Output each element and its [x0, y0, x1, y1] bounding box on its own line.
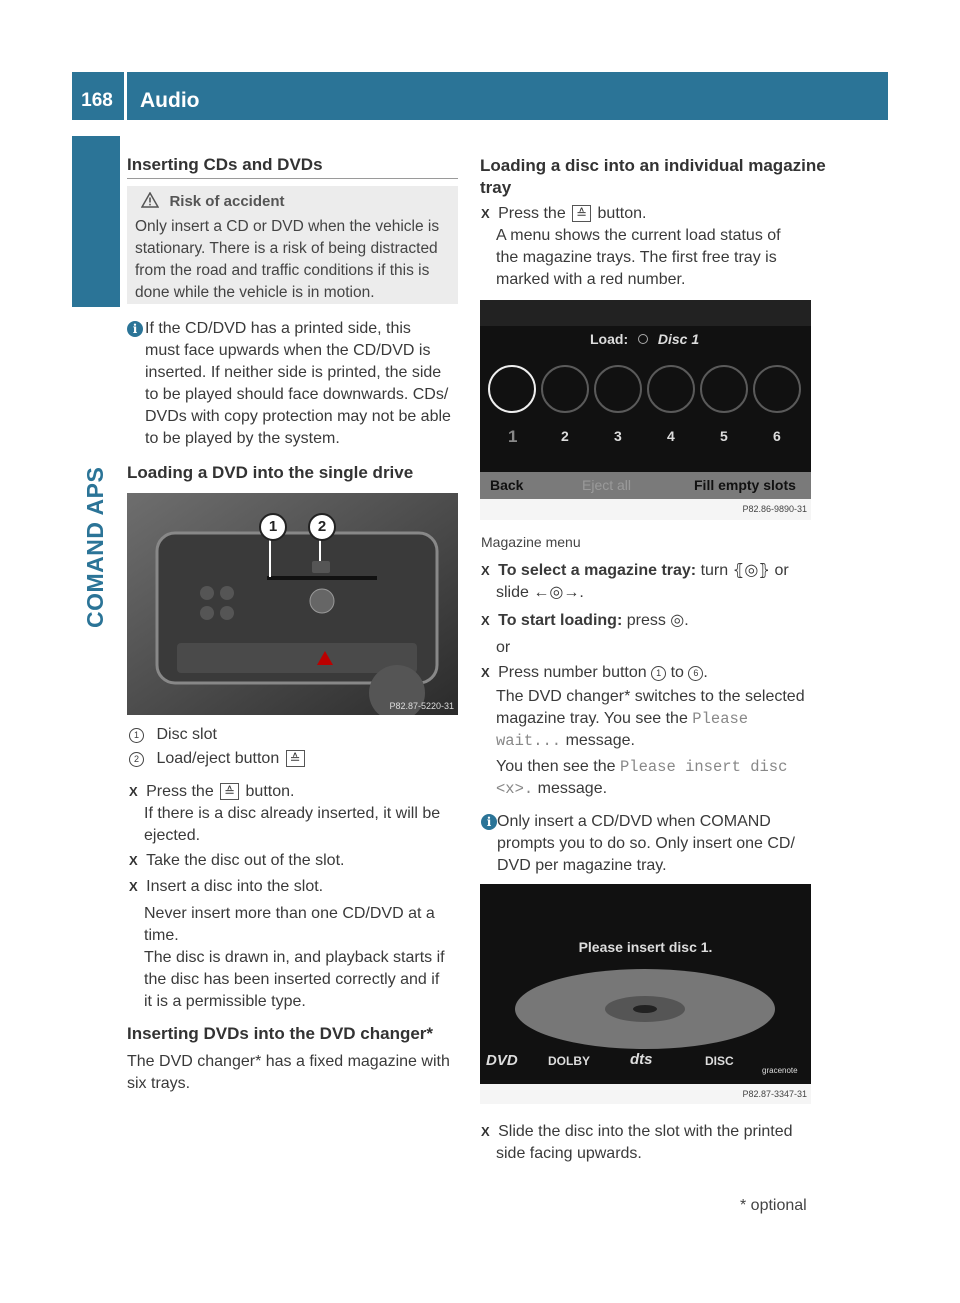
note-line: If the CD/DVD has a printed side, this [145, 320, 411, 337]
footer-optional: * optional [740, 1197, 807, 1214]
step-detail: message. [537, 780, 608, 797]
step-take-out [129, 850, 344, 872]
info-icon: i [127, 320, 143, 338]
header-divider [124, 72, 127, 120]
step-detail: it is a permissible type. [144, 993, 306, 1010]
step-text: Press number button [498, 664, 647, 681]
warning-box [127, 186, 458, 304]
tray-number: 5 [720, 428, 728, 444]
dvd-logo: DVD [486, 1052, 518, 1069]
insert-disc-message: Please insert disc 1. [578, 939, 713, 955]
menu-bottom-bar [480, 472, 811, 499]
insert-disc-screen [480, 884, 811, 1104]
photo-code: P82.86-9890-31 [742, 504, 807, 514]
load-label: Load: [590, 331, 629, 347]
changer-text [127, 1051, 462, 1095]
gracenote-logo: gracenote [762, 1066, 798, 1075]
step-bold: To start loading: [498, 612, 623, 629]
section-title-inserting: Inserting CDs and DVDs [127, 155, 323, 174]
warning-text [135, 216, 439, 304]
step-text: press ◎. [626, 612, 689, 629]
step-bold: To select a magazine tray: [498, 562, 697, 579]
page-number: 168 [81, 90, 113, 111]
menu-caption: Magazine menu [481, 534, 581, 550]
disc-label: Disc 1 [657, 331, 700, 347]
step-press-eject [129, 781, 464, 847]
number-button-icon: 6 [688, 666, 703, 681]
step-arrow-icon: X [481, 665, 490, 680]
menu-code-strip [480, 499, 811, 520]
menu-top-bar [480, 300, 811, 326]
note-line: DVD per magazine tray. [497, 857, 667, 874]
side-tab [72, 308, 120, 628]
step-arrow-icon: X [129, 784, 138, 799]
step-start-loading [481, 610, 689, 632]
step-detail: ejected. [144, 827, 201, 844]
step-arrow-icon: X [481, 613, 490, 628]
step-text: Press the [146, 783, 214, 800]
legend-disc-slot [129, 724, 217, 746]
warning-line: from the road and traffic conditions if this is [135, 262, 430, 279]
step-arrow-icon: X [129, 879, 138, 894]
tray-circle-6[interactable] [753, 365, 801, 413]
step-detail: message. [565, 732, 635, 749]
callout-1: 1 [259, 513, 287, 541]
step-slide-disc [481, 1121, 821, 1165]
step-arrow-icon: X [129, 853, 138, 868]
step-detail: time. [144, 927, 179, 944]
paragraph-line: six trays. [127, 1075, 191, 1092]
eject-all-button[interactable]: Eject all [582, 477, 632, 493]
disc-logo: DISC [705, 1054, 734, 1068]
step-text: Take the disc out of the slot. [146, 852, 345, 869]
disc-icon [638, 334, 648, 344]
step-select-tray [481, 560, 816, 604]
warning-line: done while the vehicle is in motion. [135, 284, 375, 301]
legend-eject-button [129, 748, 307, 770]
dashboard-illustration [127, 493, 458, 715]
dvd-drive-photo [127, 493, 458, 715]
tray-circle-2[interactable] [541, 365, 589, 413]
side-tab-block [72, 136, 120, 307]
tray-number: 3 [614, 428, 622, 444]
warning-line: Only insert a CD or DVD when the vehicle is [135, 218, 440, 235]
step-text: Slide the disc into the slot with the printed [498, 1123, 793, 1140]
eject-icon: ≙ [220, 783, 239, 800]
step-detail: the magazine trays. The first free tray is [496, 249, 777, 266]
mono-text: <x>. [496, 780, 534, 798]
info-icon: i [481, 813, 497, 831]
step-text: Press the [498, 205, 566, 222]
step-detail: If there is a disc already inserted, it will be [144, 805, 441, 822]
photo-code: P82.87-5220-31 [389, 701, 454, 711]
step-detail: You then see the [496, 758, 616, 775]
menu-load-row [590, 331, 699, 347]
warning-line: stationary. There is a risk of being distracted [135, 240, 438, 257]
eject-icon: ≙ [286, 750, 305, 767]
fill-empty-slots-button[interactable]: Fill empty slots [694, 477, 796, 493]
step-press-eject-right [481, 203, 816, 291]
back-button[interactable]: Back [490, 477, 524, 493]
step-text: slide ←◎→. [496, 584, 584, 601]
dts-logo: dts [630, 1051, 653, 1068]
note-only-insert [497, 811, 817, 877]
warning-header [141, 192, 285, 213]
section-title-single-drive: Loading a DVD into the single drive [127, 463, 414, 482]
step-arrow-icon: X [481, 563, 490, 578]
warning-triangle-icon [141, 192, 159, 213]
callout-2: 2 [308, 513, 336, 541]
step-detail: marked with a red number. [496, 271, 686, 288]
tray-number: 1 [508, 427, 518, 446]
step-detail: magazine tray. You see the [496, 710, 688, 727]
note-printed-side [145, 318, 463, 450]
step-detail: Never insert more than one CD/DVD at a [144, 905, 435, 922]
step-detail: A menu shows the current load status of [496, 227, 781, 244]
legend-number: 1 [129, 728, 144, 743]
mono-text: Please [692, 710, 749, 728]
eject-icon: ≙ [572, 205, 591, 222]
magazine-menu-screen [480, 300, 811, 520]
mono-text: Please insert disc [619, 758, 788, 776]
photo-code: P82.87-3347-31 [742, 1089, 807, 1099]
section-title-changer: Inserting DVDs into the DVD changer* [127, 1024, 434, 1043]
note-line: to be played by the system. [145, 430, 340, 447]
paragraph-line: The DVD changer* has a fixed magazine with [127, 1053, 450, 1070]
mono-text: wait... [496, 732, 562, 750]
step-arrow-icon: X [481, 206, 490, 221]
dolby-logo: DOLBY [548, 1054, 590, 1068]
step-detail: the disc has been inserted correctly and if [144, 971, 440, 988]
tray-number: 4 [667, 428, 675, 444]
note-line: Only insert a CD/DVD when COMAND [497, 813, 771, 830]
tray-circle-3[interactable] [594, 365, 642, 413]
step-arrow-icon: X [481, 1124, 490, 1139]
tray-number: 6 [773, 428, 781, 444]
step-text: Insert a disc into the slot. [146, 878, 324, 895]
tray-circle-4[interactable] [647, 365, 695, 413]
side-tab-label: COMAND APS [82, 466, 108, 628]
number-button-icon: 1 [651, 666, 666, 681]
step-detail: The disc is drawn in, and playback starts if [144, 949, 445, 966]
legend-text: Load/eject button [156, 750, 280, 767]
tray-circle-1[interactable] [488, 365, 536, 413]
note-line: inserted. If neither side is printed, the side [145, 364, 442, 381]
section-rule [127, 178, 458, 179]
or-text: or [496, 639, 511, 656]
title-line: tray [480, 178, 512, 197]
section-title-magazine [480, 155, 826, 199]
step-text: to [670, 664, 684, 681]
step-detail: The DVD changer* switches to the selected [496, 688, 805, 705]
step-text: turn ⦃◎⦄ or [700, 562, 789, 579]
tray-circle-5[interactable] [700, 365, 748, 413]
note-line: DVDs with copy protection may not be able [145, 408, 451, 425]
legend-text: Disc slot [156, 726, 217, 743]
step-text: side facing upwards. [496, 1145, 642, 1162]
step-text: button. [245, 783, 295, 800]
tray-number: 2 [561, 428, 569, 444]
note-line: must face upwards when the CD/DVD is [145, 342, 431, 359]
note-line: to be played should face downwards. CDs/ [145, 386, 449, 403]
screen-code-strip [480, 1084, 811, 1104]
note-line: prompts you to do so. Only insert one CD/ [497, 835, 795, 852]
step-number-button: X Press number button 1 to 6 . The DVD changer* switches to the selected magazine tray. You see the Please wait... message. You then see the Please insert disc <x>. message. [481, 662, 821, 800]
title-line: Loading a disc into an individual magazine [480, 156, 826, 175]
step-text: button. [597, 205, 647, 222]
warning-title: Risk of accident [169, 193, 285, 210]
legend-number: 2 [129, 752, 144, 767]
step-insert [129, 876, 464, 1013]
page-title: Audio [140, 89, 200, 112]
